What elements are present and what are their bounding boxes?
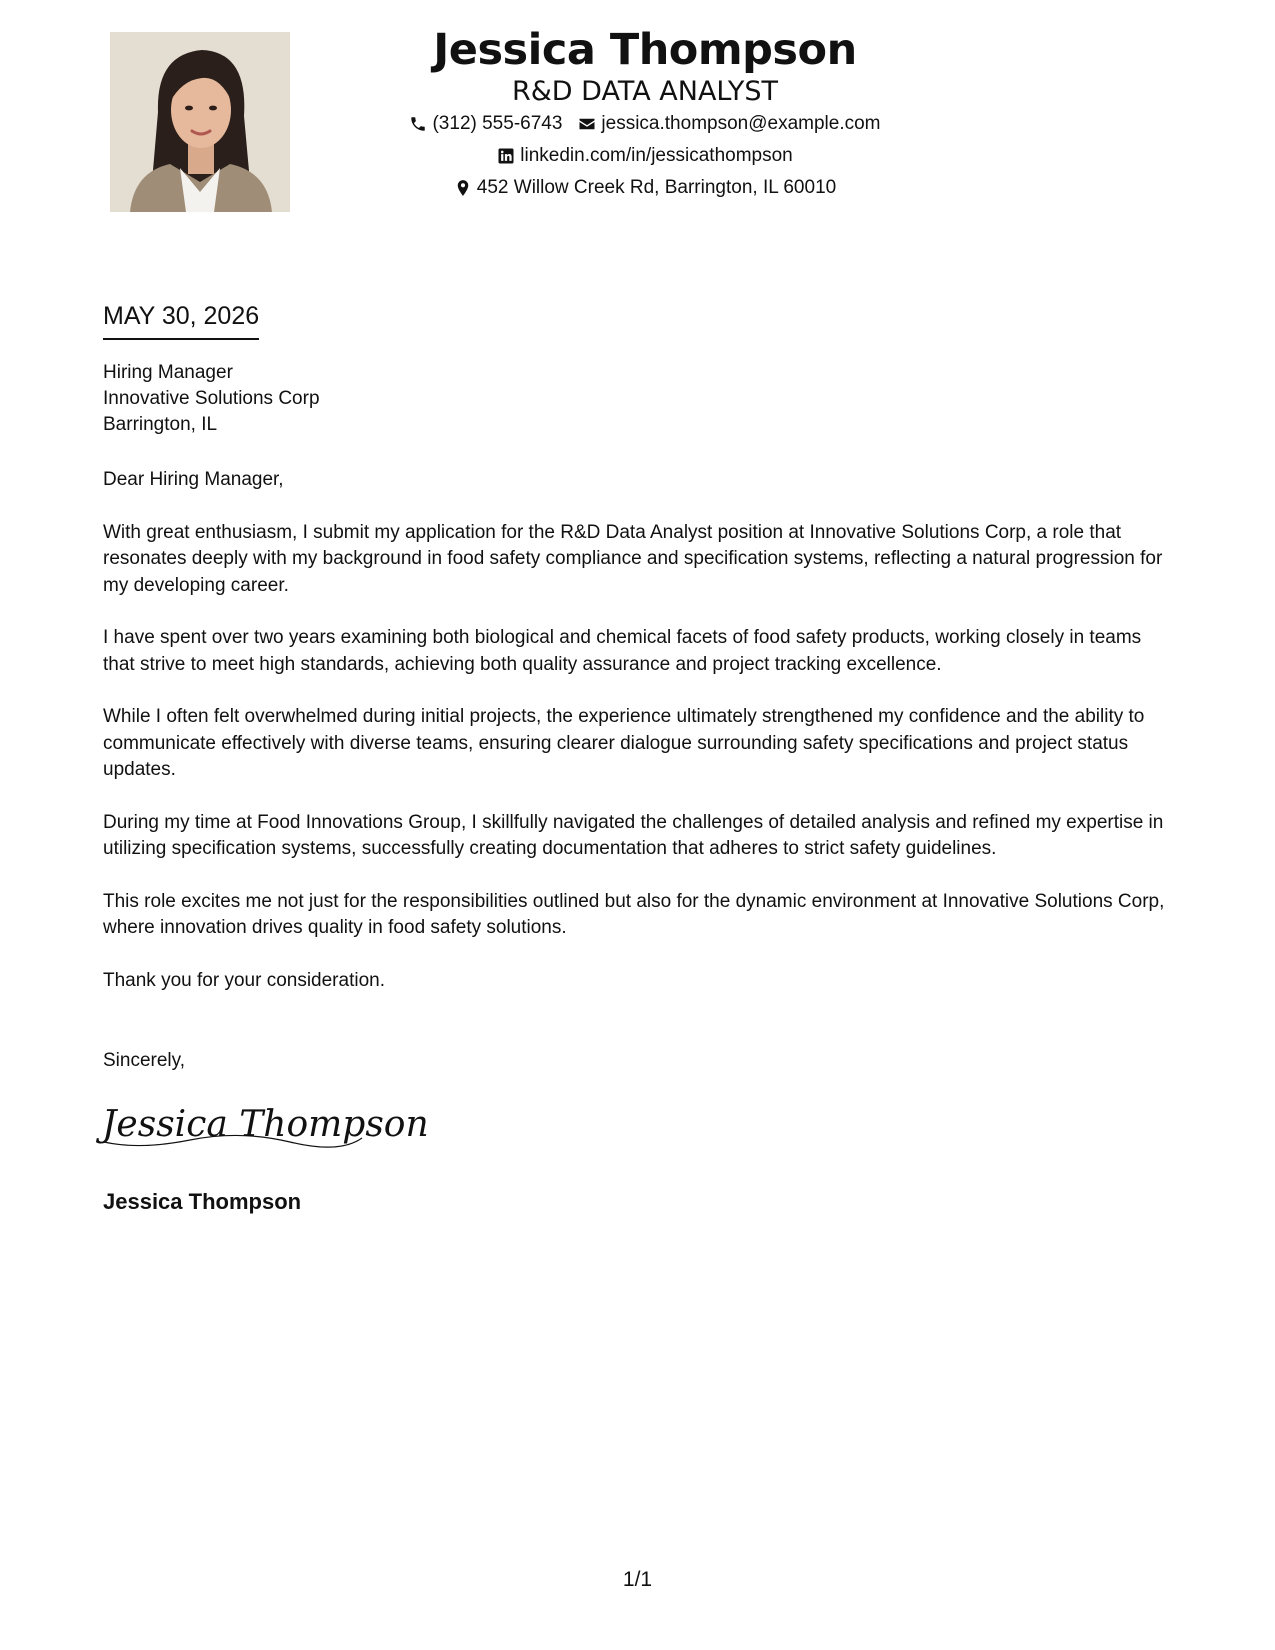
email-contact[interactable] [578,108,880,140]
recipient-company: Innovative Solutions Corp [103,388,320,409]
closing: Sincerely, [103,1050,186,1071]
letter-body [103,467,1173,1020]
linkedin-contact[interactable] [497,140,792,172]
address-contact [454,172,836,204]
profile-photo [110,32,290,212]
thank-you-line: Thank you for your consideration. [103,969,385,991]
handwritten-signature [100,1098,429,1154]
contact-line-linkedin [300,140,990,172]
map-pin-icon [454,179,472,197]
envelope-icon [578,115,596,133]
applicant-name: Jessica Thompson [433,25,857,75]
phone-contact[interactable] [409,108,562,140]
linkedin-icon [497,147,515,165]
paragraph: This role excites me not just for the responsibilities outlined but also for the dynamic environment at Innovative Solutions Corp, where innovation drives quality in food safety solutions. [103,890,1165,938]
postal-address: 452 Willow Creek Rd, Barrington, IL 60010 [476,177,837,198]
contact-line-phone-email [300,108,990,140]
paragraph: While I often felt overwhelmed during initial projects, the experience ultimately strengthened my confidence and the ability to communicate effectively with diverse teams, ensuring clearer dialogue surrounding safety specifications and project status updates. [103,706,1145,780]
letter-date: MAY 30, 2026 [103,300,259,340]
header [300,22,990,204]
recipient-location: Barrington, IL [103,414,218,435]
recipient-title: Hiring Manager [103,362,233,383]
signature-text: Jessica Thompson [102,1104,429,1145]
job-title: R&D DATA ANALYST [511,76,779,107]
signed-name: Jessica Thompson [103,1189,302,1214]
phone-number: (312) 555-6743 [432,113,563,134]
linkedin-url: linkedin.com/in/jessicathompson [520,145,793,166]
paragraph: I have spent over two years examining both biological and chemical facets of food safety products, working closely in teams that strive to meet high standards, achieving both quality assurance and project tracking excellence. [103,627,1142,675]
recipient-block [103,360,320,438]
page-number: 1/1 [622,1568,653,1591]
salutation: Dear Hiring Manager, [103,469,284,490]
contact-line-address [300,172,990,204]
paragraph: With great enthusiasm, I submit my application for the R&D Data Analyst position at Innovative Solutions Corp, a role that resonates deeply with my background in food safety compliance and specification systems, reflecting a natural progression for my developing career. [103,521,1163,596]
email-address: jessica.thompson@example.com [601,113,881,134]
phone-icon [409,115,427,133]
paragraph: During my time at Food Innovations Group, I skillfully navigated the challenges of detailed analysis and refined my expertise in utilizing specification systems, successfully creating documentation that adheres to strict safety guidelines. [103,811,1164,859]
